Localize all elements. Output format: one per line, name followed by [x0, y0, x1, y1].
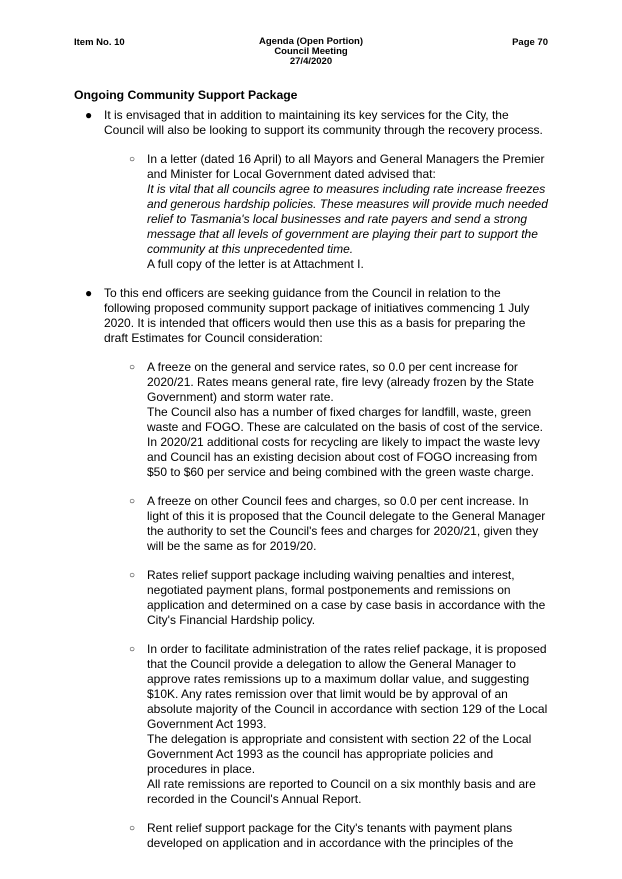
- item-text: A freeze on other Council fees and charges, so 0.0 per cent increase. In light of this it is proposed that the Council delegate to the General Manager the authority to set the Council's fees and charges for 2020/21, given they will be the same as for 2019/20.: [147, 494, 546, 553]
- item-text: Rent relief support package for the City's tenants with payment plans developed on application and in accordance with the principles of the: [147, 821, 514, 850]
- sub-bullet-rates-relief: [74, 568, 550, 628]
- bullet-dot-icon: ●: [85, 286, 93, 300]
- circle-bullet-icon: ○: [129, 570, 136, 581]
- document-body: [74, 88, 550, 851]
- bullet-officers: [74, 286, 550, 346]
- item-text: The delegation is appropriate and consistent with section 22 of the Local Government Act 1993 as the council has appropriate policies and procedures in place.: [147, 732, 532, 776]
- item-text: All rate remissions are reported to Council on a six monthly basis and are recorded in the Council's Annual Report.: [147, 777, 536, 806]
- item-number: Item No. 10: [74, 37, 125, 48]
- item-text: In order to facilitate administration of the rates relief package, it is proposed that the Council provide a delegation to allow the General Manager to approve rates remissions up to a maximum dollar value, and suggesting $10K. Any rates remission over that limit would be by approval of an absolute majority of the Council in accordance with section 129 of the Local Government Act 1993.: [147, 642, 548, 731]
- letter-intro: In a letter (dated 16 April) to all Mayors and General Managers the Premier and Minister for Local Government dated advised that:: [147, 152, 545, 181]
- item-text: Rates relief support package including waiving penalties and interest, negotiated payment plans, formal postponements and remissions on application and determined on a case by case basis in accordance with the City's Financial Hardship policy.: [147, 568, 546, 627]
- page-number: Page 70: [512, 37, 548, 48]
- circle-bullet-icon: ○: [129, 362, 136, 373]
- meeting-date: 27/4/2020: [289, 56, 333, 67]
- circle-bullet-icon: ○: [129, 154, 136, 165]
- sub-bullet-rates-freeze: [74, 360, 550, 480]
- section-title: Ongoing Community Support Package: [74, 88, 298, 102]
- bullet-text: To this end officers are seeking guidance from the Council in relation to the following proposed community support package of initiatives commencing 1 July 2020. It is intended that officers would then use this as a basis for preparing the draft Estimates for Council consideration:: [104, 286, 530, 345]
- circle-bullet-icon: ○: [129, 644, 136, 655]
- bullet-envisaged: [74, 108, 550, 138]
- meeting-name: Council Meeting: [274, 46, 348, 57]
- sub-bullet-fees-freeze: [74, 494, 550, 554]
- sub-bullet-letter: [74, 152, 550, 272]
- item-text: A freeze on the general and service rates, so 0.0 per cent increase for 2020/21. Rates means general rate, fire levy (already frozen by the State Government) and storm water rate.: [147, 360, 534, 404]
- item-text: The Council also has a number of fixed charges for landfill, waste, green waste and FOGO. These are calculated on the basis of cost of the service. In 2020/21 additional costs for recycling are likely to impact the waste levy and Council has an existing decision about cost of FOGO increasing from $50 to $60 per service and being combined with the green waste charge.: [147, 405, 543, 479]
- letter-quote: It is vital that all councils agree to measures including rate increase freezes and generous hardship policies. These measures will provide much needed relief to Tasmania's local businesses and rate payers and send a strong message that all levels of government are playing their part to support the community at this unprecedented time.: [147, 182, 548, 256]
- sub-bullet-rent-relief: [74, 821, 550, 851]
- bullet-text: It is envisaged that in addition to maintaining its key services for the City, the Council will also be looking to support its community through the recovery process.: [104, 108, 543, 137]
- circle-bullet-icon: ○: [129, 496, 136, 507]
- sub-bullet-delegation: [74, 642, 550, 807]
- agenda-title: Agenda (Open Portion): [259, 36, 363, 47]
- circle-bullet-icon: ○: [129, 823, 136, 834]
- letter-note: A full copy of the letter is at Attachment I.: [147, 257, 364, 271]
- bullet-dot-icon: ●: [85, 108, 93, 122]
